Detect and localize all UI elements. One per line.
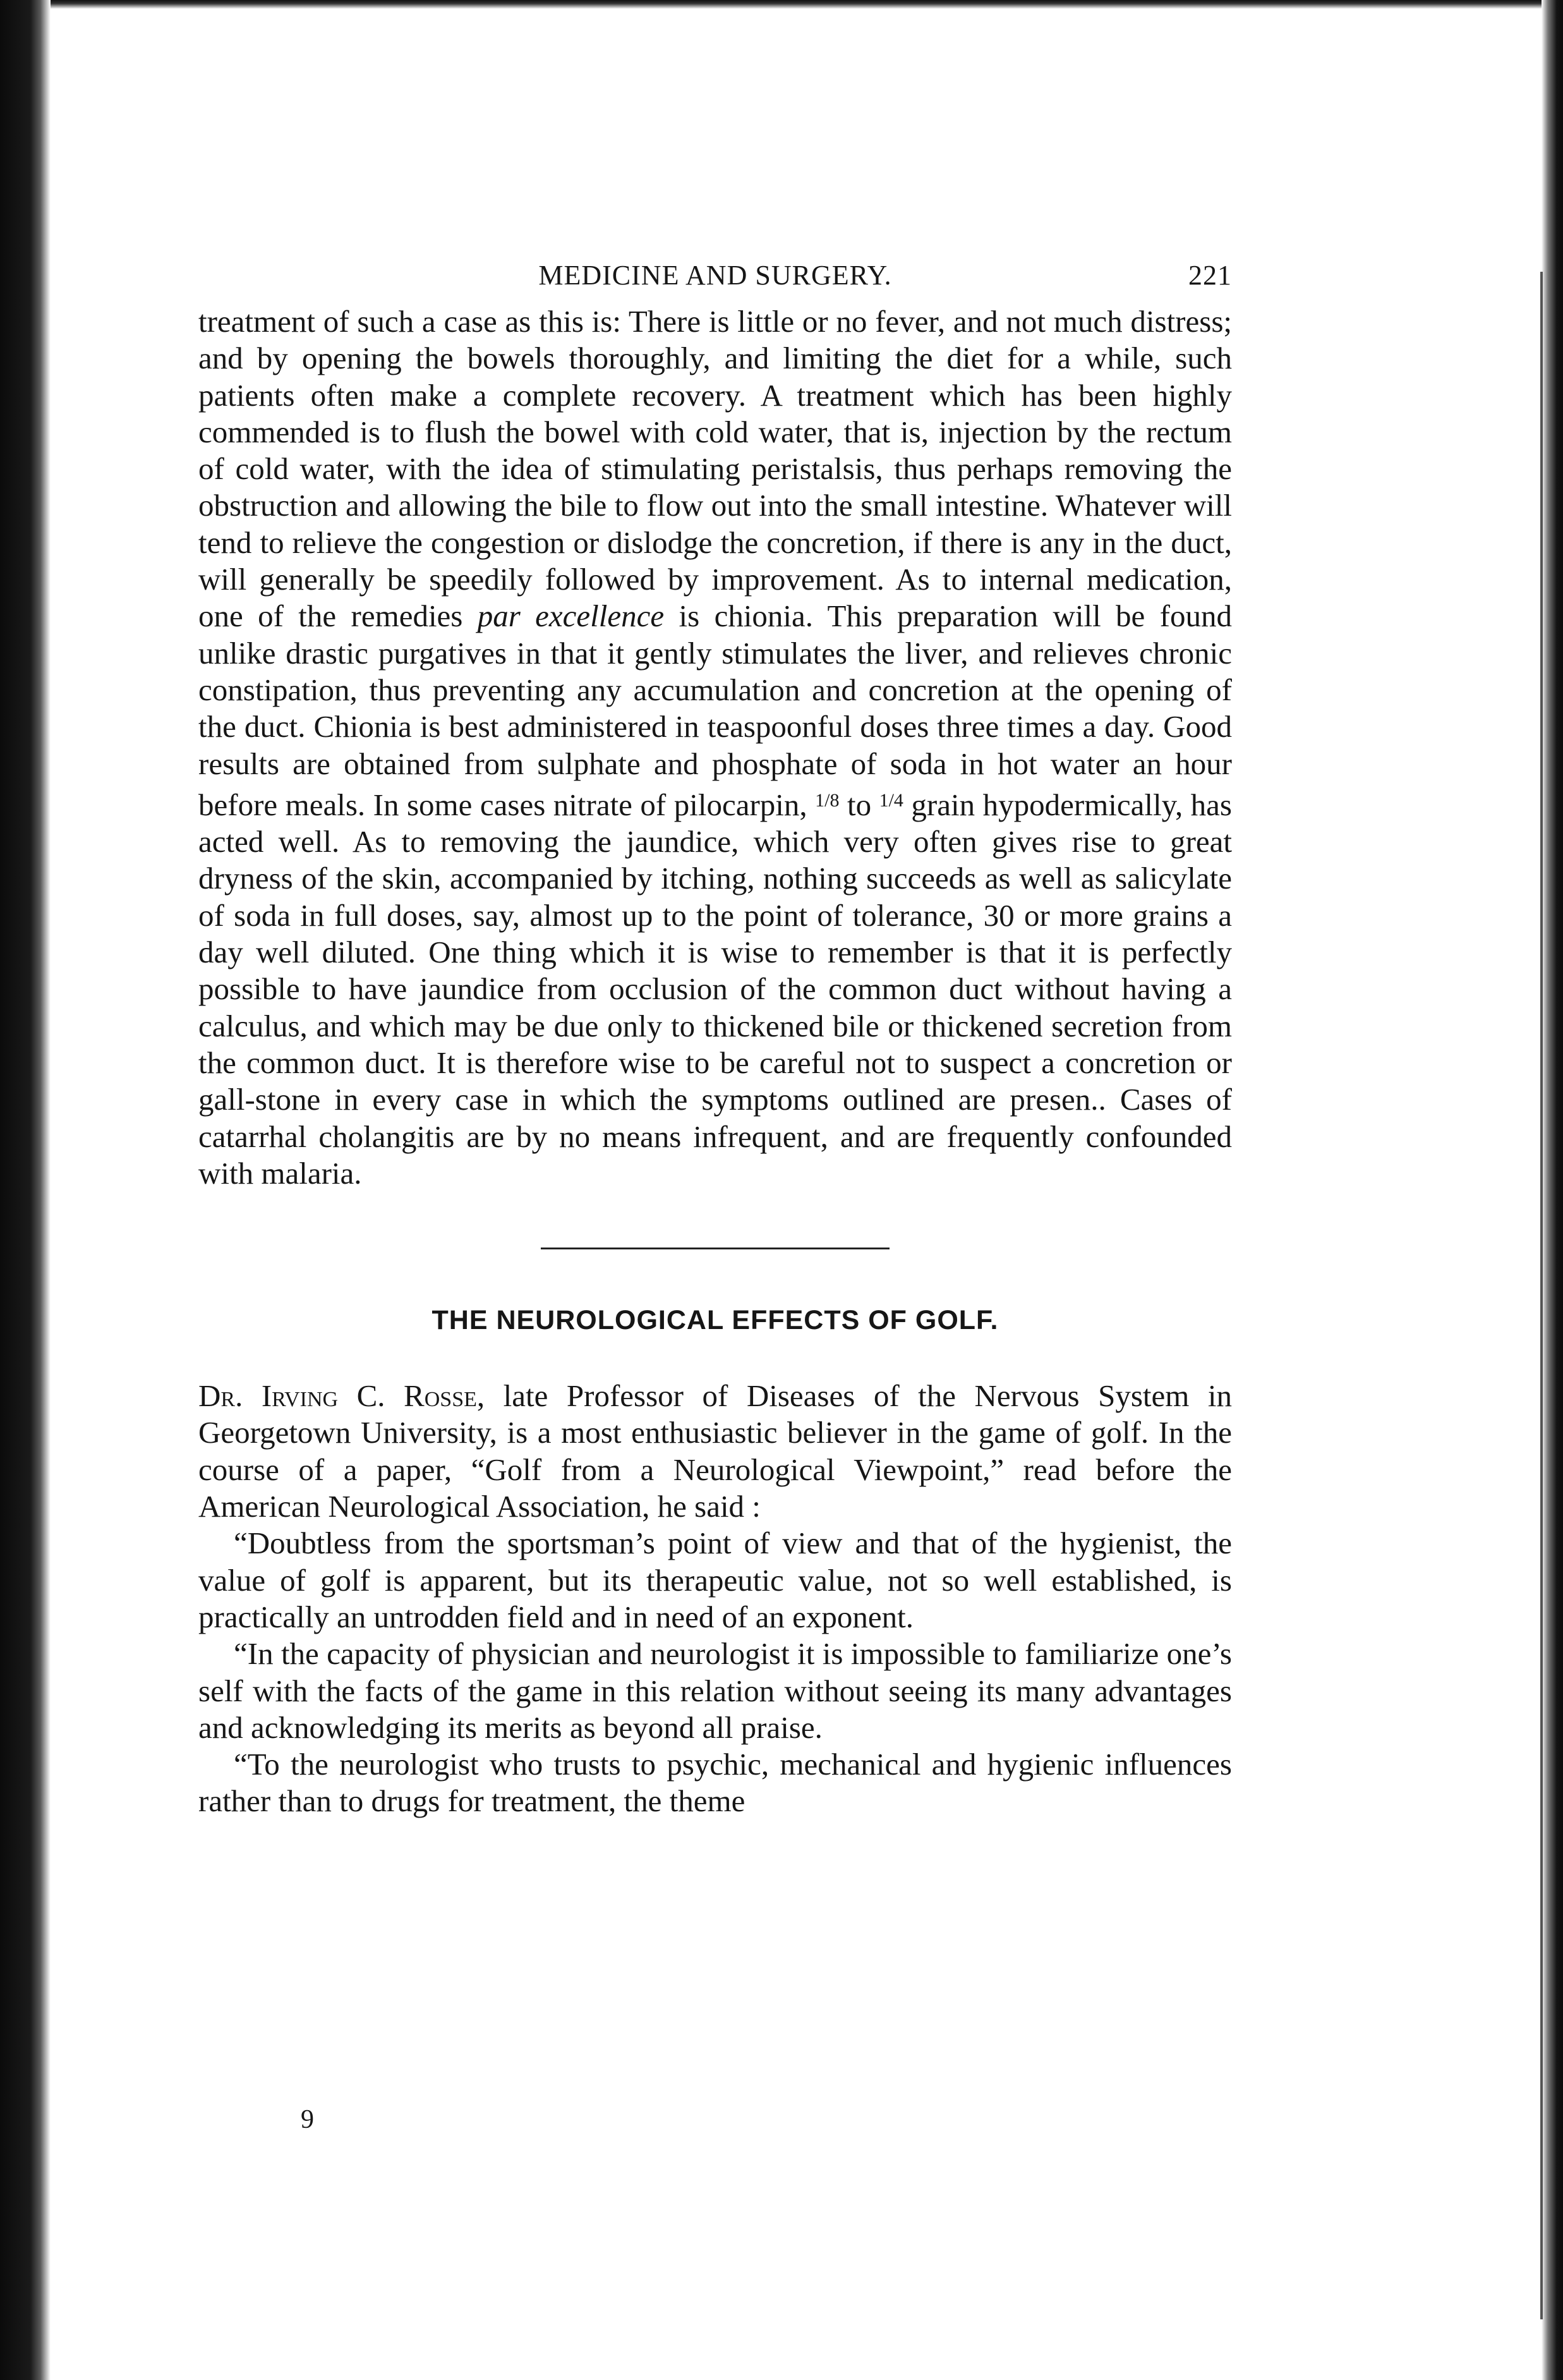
fraction-one-eighth: 1/8: [815, 789, 840, 811]
page-number: 221: [1188, 260, 1232, 291]
quote-paragraph-1: “Doubtless from the sportsman’s point of view and that of the hygienist, the value of golf is apparent, but its therapeutic value, not so well established, is practically an untrodden field and in need of an exponent.: [198, 1526, 1232, 1634]
quote-paragraph-2: “In the capacity of physician and neurologist it is impossible to familiarize one’s self with the facts of the game in this relation without seeing its many advantages and acknowledging its merits as beyond all praise.: [198, 1636, 1232, 1745]
book-page: [198, 259, 1232, 1820]
scan-right-edge: [1542, 0, 1563, 2380]
continuation-text-2: is chionia. This preparation will be found unlike drastic purgatives in that it gently stimulates the liver, and relieves chronic constipation, thus preventing any accumulation and concretion at the opening of the duct. Chionia is best administered in teaspoonful doses three times a day. Good results are obtained from sulphate and phosphate of soda in hot water an hour before meals. In some cases nitrate of pilocarpin,: [198, 598, 1232, 822]
scan-right-rule: [1540, 272, 1543, 2319]
signature-mark: 9: [301, 2105, 314, 2134]
section-heading: THE NEUROLOGICAL EFFECTS OF GOLF.: [431, 1305, 999, 1336]
section-body: [198, 1378, 1232, 1820]
quote-paragraph-3: “To the neurologist who trusts to psychic, mechanical and hygienic influences rather than to drugs for treatment, the theme: [198, 1747, 1232, 1819]
running-head: [198, 259, 1232, 303]
scan-left-edge: [0, 0, 51, 2380]
continuation-text-4: grain hypodermically, has acted well. As to removing the jaundice, which very often gives rise to great dryness of the skin, accompanied by itching, nothing succeeds as well as salicylate of soda in full doses, say, almost up to the point of tolerance, 30 or more grains a day well diluted. One thing which it is wise to remember is that it is perfectly possible to have jaundice from occlusion of the common duct without having a calculus, and which may be due only to thickened bile or thickened secretion from the common duct. It is therefore wise to be careful not to suspect a concretion or gall-stone in every case in which the symptoms outlined are presen.. Cases of catarrhal cholangitis are by no means infrequent, and are frequently confounded with malaria.: [198, 787, 1232, 1191]
running-title: MEDICINE AND SURGERY.: [538, 260, 892, 291]
scan-top-edge: [0, 0, 1563, 9]
author-name: Dr. Irving C. Rosse: [198, 1378, 477, 1414]
italic-phrase: par excellence: [477, 598, 665, 634]
section-divider: [541, 1248, 890, 1249]
continuation-paragraph: [198, 303, 1232, 1192]
continuation-text-1: treatment of such a case as this is: There is little or no fever, and not much distress; and by opening the bowels thoroughly, and limiting the diet for a while, such patients often make a complete recovery. A treatment which has been highly commended is to flush the bowel with cold water, that is, injection by the rectum of cold water, with the idea of stimulating peristalsis, thus perhaps removing the obstruction and allowing the bile to flow out into the small intestine. Whatever will tend to relieve the congestion or dislodge the concretion, if there is any in the duct, will generally be speedily followed by improvement. As to internal medication, one of the remedies: [198, 304, 1232, 634]
continuation-text-3: to: [839, 787, 879, 822]
intro-paragraph: [198, 1378, 1232, 1525]
intro-text: , late Professor of Diseases of the Nervous System in Georgetown University, is a most enthusiastic believer in the game of golf. In the course of a paper, “Golf from a Neurological Viewpoint,” read before the American Neurological Association, he said :: [198, 1378, 1232, 1524]
fraction-one-quarter: 1/4: [879, 789, 903, 811]
